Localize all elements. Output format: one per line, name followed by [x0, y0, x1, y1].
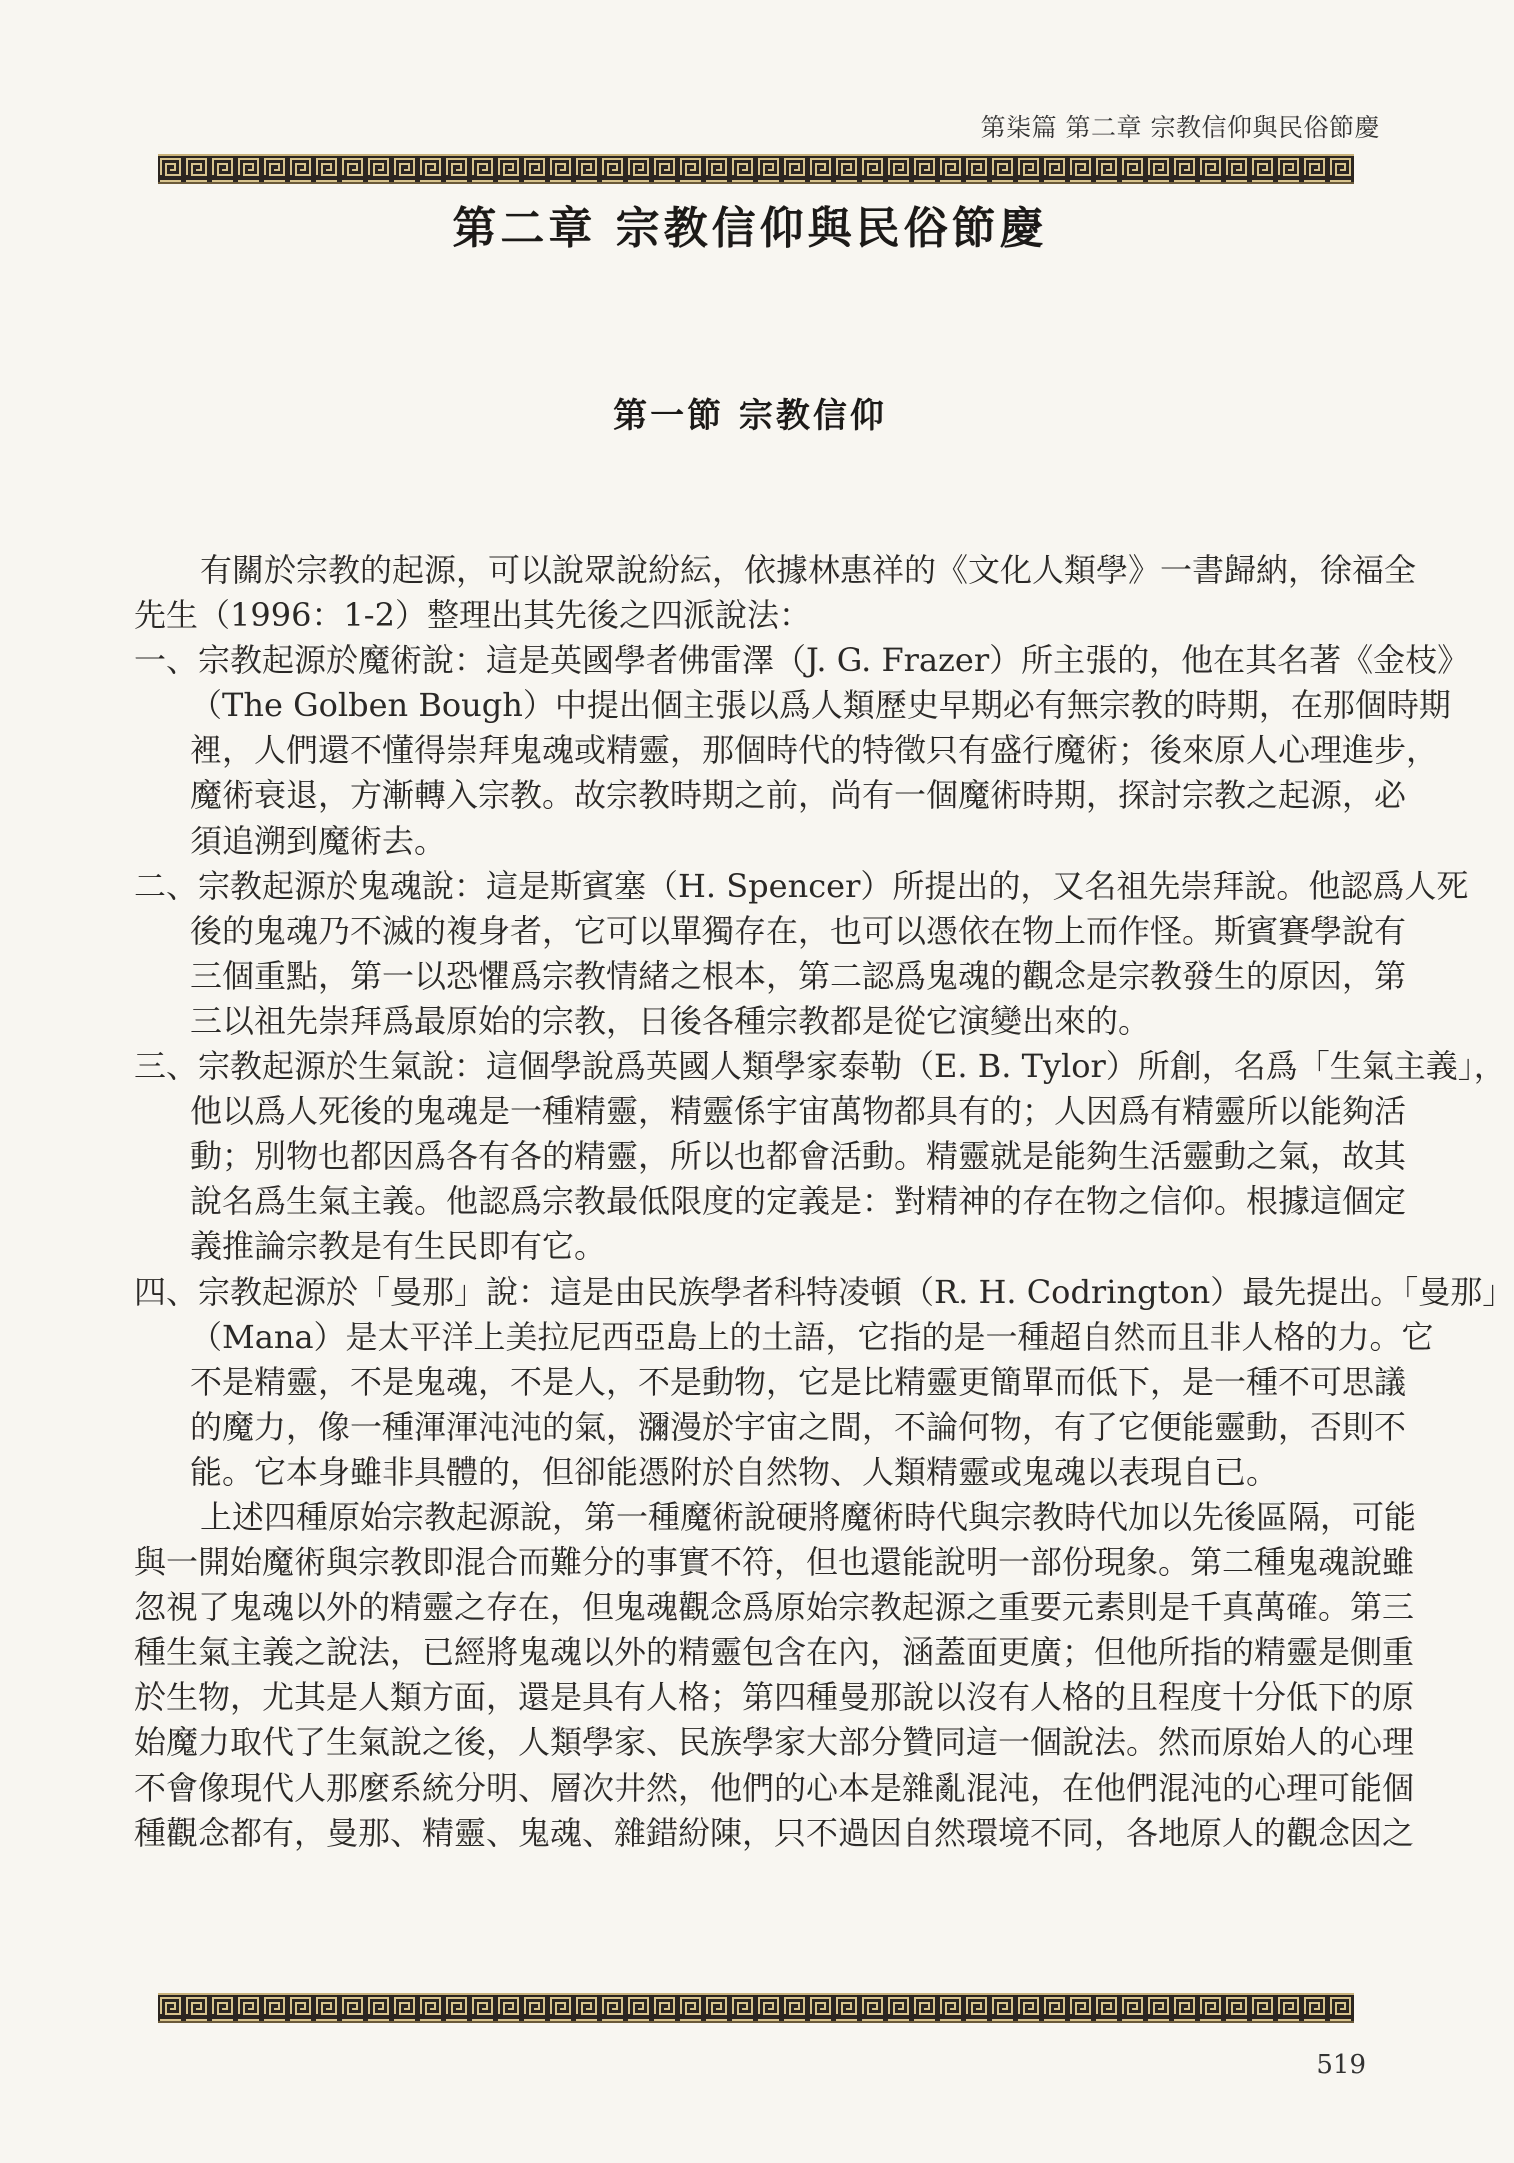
theory-item-ghost — [134, 864, 1469, 1044]
greek-key-border-bottom — [158, 1993, 1354, 2023]
text-line: 與一開始魔術與宗教即混合而難分的事實不符，但也還能說明一部份現象。第二種鬼魂說雖 — [134, 1543, 1415, 1582]
text-line: 義推論宗教是有生民即有它。 — [190, 1227, 607, 1266]
text-line: 三、宗教起源於生氣說：這個學說爲英國人類學家泰勒（E. B. Tylor）所創，名爲「生氣主義」， — [134, 1047, 1506, 1086]
running-head: 第柒篇 第二章 宗教信仰與民俗節慶 — [980, 113, 1380, 142]
theory-item-mana — [134, 1270, 1514, 1495]
theory-item-animism — [134, 1044, 1506, 1269]
text-line: 三以祖先崇拜爲最原始的宗教，日後各種宗教都是從它演變出來的。 — [190, 1001, 1151, 1040]
text-line: 種生氣主義之說法，已經將鬼魂以外的精靈包含在內，涵蓋面更廣；但他所指的精靈是側重 — [134, 1633, 1415, 1672]
text-line: 不是精靈，不是鬼魂，不是人，不是動物，它是比精靈更簡單而低下，是一種不可思議 — [190, 1362, 1407, 1401]
text-line: 忽視了鬼魂以外的精靈之存在，但鬼魂觀念爲原始宗教起源之重要元素則是千真萬確。第三 — [134, 1588, 1415, 1627]
text-line: 四、宗教起源於「曼那」說：這是由民族學者科特凌頓（R. H. Codrington）最先提出。「曼那」 — [134, 1272, 1514, 1311]
text-line: （The Golben Bough）中提出個主張以爲人類歷史早期必有無宗教的時期，在那個時期 — [190, 686, 1451, 725]
text-line: 三個重點，第一以恐懼爲宗教情緒之根本，第二認爲鬼魂的觀念是宗教發生的原因，第 — [190, 956, 1407, 995]
text-line: 說名爲生氣主義。他認爲宗教最低限度的定義是：對精神的存在物之信仰。根據這個定 — [190, 1182, 1407, 1221]
text-line: 裡，人們還不懂得崇拜鬼魂或精靈，那個時代的特徵只有盛行魔術；後來原人心理進步， — [190, 731, 1439, 770]
body-text — [134, 548, 1514, 1856]
text-line: 魔術衰退，方漸轉入宗教。故宗教時期之前，尚有一個魔術時期，探討宗教之起源，必 — [190, 776, 1407, 815]
text-line: 動；別物也都因爲各有各的精靈，所以也都會活動。精靈就是能夠生活靈動之氣，故其 — [190, 1137, 1407, 1176]
text-line: 二、宗教起源於鬼魂說：這是斯賓塞（H. Spencer）所提出的，又名祖先崇拜說。他認爲人死 — [134, 866, 1469, 905]
text-line: 上述四種原始宗教起源說，第一種魔術說硬將魔術時代與宗教時代加以先後區隔，可能 — [200, 1497, 1417, 1536]
text-line: （Mana）是太平洋上美拉尼西亞島上的土語，它指的是一種超自然而且非人格的力。它 — [190, 1317, 1434, 1356]
text-line: 不會像現代人那麼系統分明、層次井然，他們的心本是雜亂混沌，在他們混沌的心理可能個 — [134, 1768, 1415, 1807]
text-line: 先生（1996：1-2）整理出其先後之四派說法： — [134, 596, 811, 635]
chapter-title: 第二章 宗教信仰與民俗節慶 — [452, 203, 1048, 254]
intro-paragraph — [134, 548, 1417, 638]
text-line: 能。它本身雖非具體的，但卻能憑附於自然物、人類精靈或鬼魂以表現自已。 — [190, 1452, 1279, 1491]
page-number: 519 — [1316, 2050, 1366, 2080]
text-line: 他以爲人死後的鬼魂是一種精靈，精靈係宇宙萬物都具有的；人因爲有精靈所以能夠活 — [190, 1092, 1407, 1131]
text-line: 後的鬼魂乃不滅的複身者，它可以單獨存在，也可以憑依在物上而作怪。斯賓賽學說有 — [190, 911, 1407, 950]
text-line: 的魔力，像一種渾渾沌沌的氣，瀰漫於宇宙之間，不論何物，有了它便能靈動，否則不 — [190, 1407, 1407, 1446]
summary-paragraph — [134, 1495, 1417, 1856]
text-line: 始魔力取代了生氣說之後，人類學家、民族學家大部分贊同這一個說法。然而原始人的心理 — [134, 1723, 1415, 1762]
text-line: 一、宗教起源於魔術說：這是英國學者佛雷澤（J. G. Frazer）所主張的，他在其名著《金枝》 — [134, 641, 1470, 680]
text-line: 於生物，尤其是人類方面，還是具有人格；第四種曼那說以沒有人格的且程度十分低下的原 — [134, 1678, 1415, 1717]
text-line: 須追溯到魔術去。 — [190, 821, 447, 860]
text-line: 種觀念都有，曼那、精靈、鬼魂、雜錯紛陳，只不過因自然環境不同，各地原人的觀念因之 — [134, 1813, 1415, 1852]
greek-key-border-top — [158, 154, 1354, 184]
section-title: 第一節 宗教信仰 — [613, 396, 887, 436]
text-line: 有關於宗教的起源，可以說眾說紛紜，依據林惠祥的《文化人類學》一書歸納，徐福全 — [200, 551, 1417, 589]
theory-item-magic — [134, 638, 1470, 863]
